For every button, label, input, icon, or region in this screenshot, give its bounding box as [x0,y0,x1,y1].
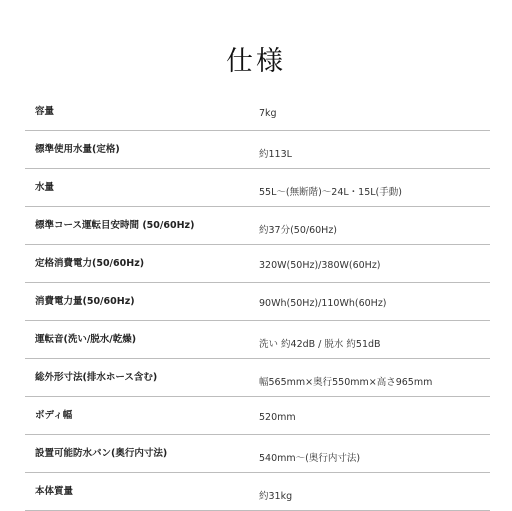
spec-table [25,93,490,511]
spec-value: 約31kg [259,491,293,502]
spec-value: 55L〜(無断階)〜24L・15L(手動) [259,187,402,198]
spec-row-capacity [25,93,490,131]
spec-value: 520mm [259,412,296,423]
spec-row-weight [25,473,490,511]
spec-label: 標準コース運転目安時間 (50/60Hz) [35,220,195,231]
spec-label: 本体質量 [35,486,74,497]
spec-label: 消費電力量(50/60Hz) [35,296,135,307]
spec-value: 洗い 約42dB / 脱水 約51dB [259,339,381,350]
spec-label: 容量 [35,106,55,117]
spec-label: 設置可能防水パン(奥行内寸法) [35,448,168,459]
spec-row-waterproof-pan [25,435,490,473]
spec-row-standard-water-usage [25,131,490,169]
spec-row-rated-power [25,245,490,283]
spec-value: 幅565mm×奥行550mm×高さ965mm [259,377,433,388]
spec-label: 運転音(洗い/脱水/乾燥) [35,334,137,345]
spec-label: 水量 [35,182,55,193]
spec-value: 約37分(50/60Hz) [259,225,338,236]
spec-value: 約113L [259,149,292,160]
spec-value: 90Wh(50Hz)/110Wh(60Hz) [259,298,387,309]
spec-row-dimensions [25,359,490,397]
spec-label: 総外形寸法(排水ホース含む) [35,372,158,383]
spec-row-noise [25,321,490,359]
spec-row-water-level [25,169,490,207]
spec-label: 定格消費電力(50/60Hz) [35,258,145,269]
spec-value: 320W(50Hz)/380W(60Hz) [259,260,381,271]
page-title: 仕様 [226,46,286,78]
spec-value: 540mm〜(奥行内寸法) [259,453,361,464]
spec-row-run-time [25,207,490,245]
spec-row-body-width [25,397,490,435]
spec-label: ボディ幅 [35,410,73,421]
spec-value: 7kg [259,108,277,119]
spec-row-energy-consumption [25,283,490,321]
spec-label: 標準使用水量(定格) [35,144,120,155]
